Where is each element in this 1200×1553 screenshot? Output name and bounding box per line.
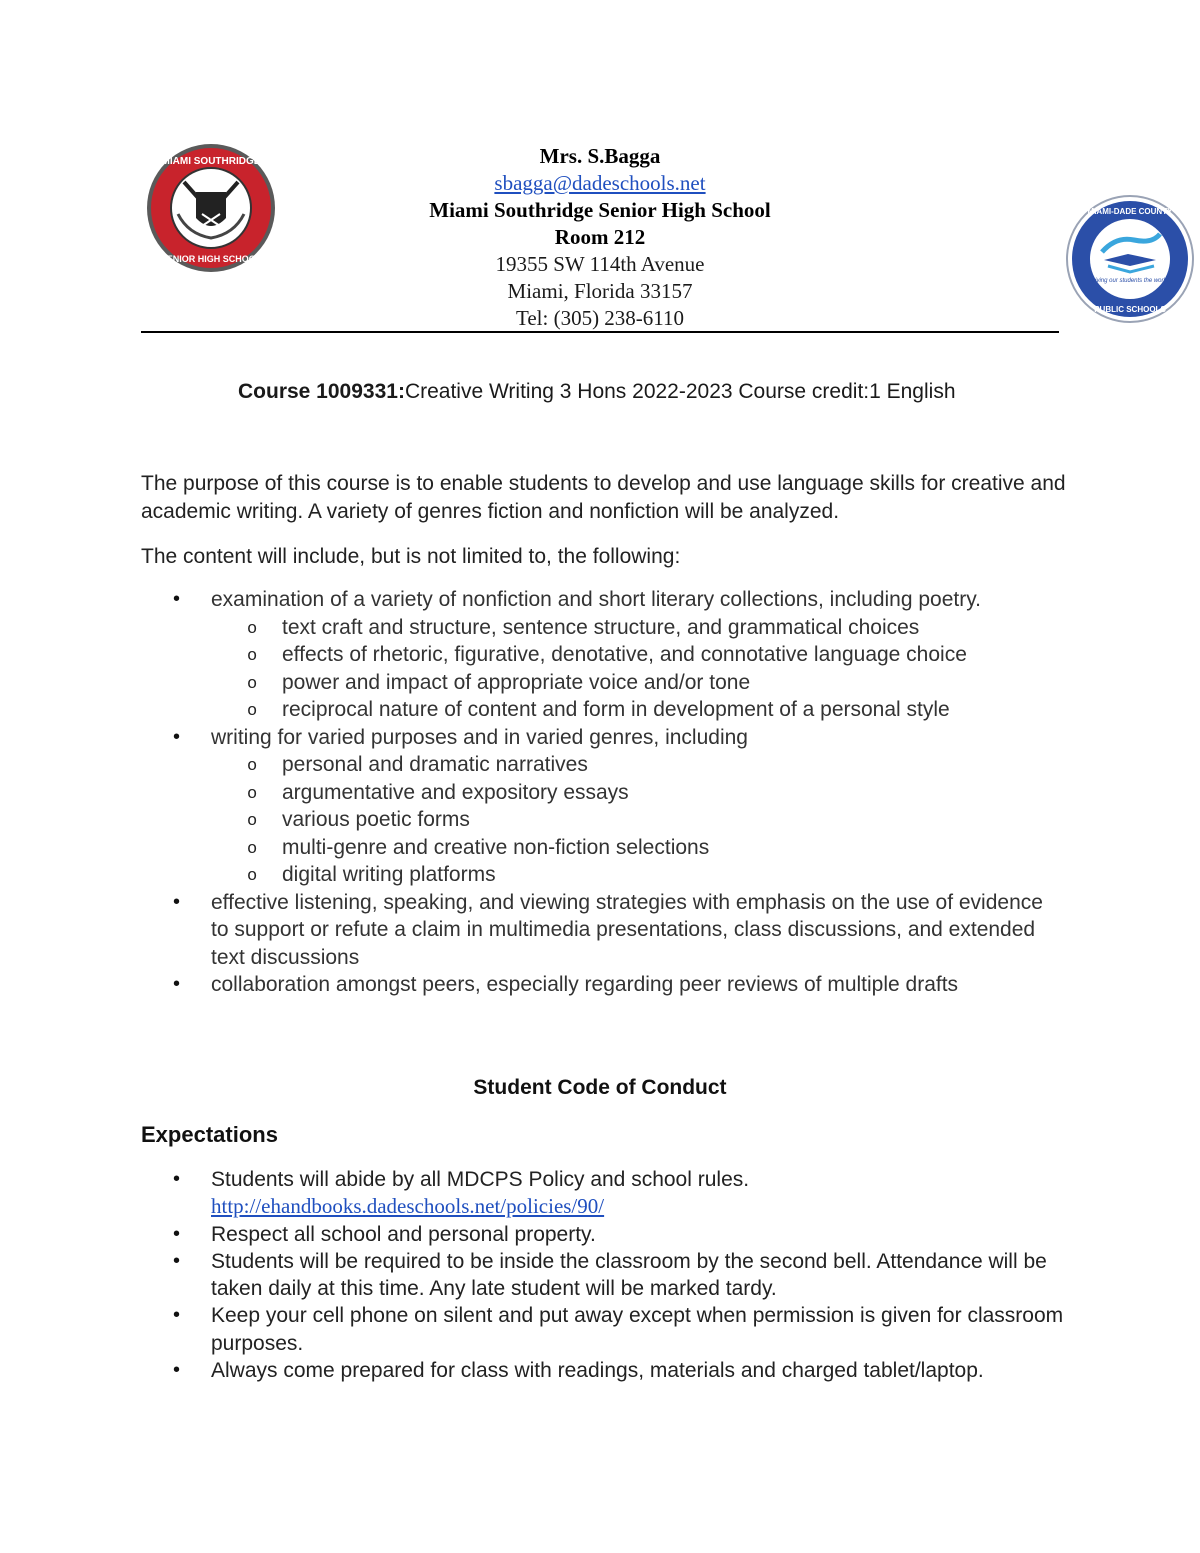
document-header bbox=[0, 0, 1200, 340]
list-item: • examination of a variety of nonfiction and short literary collections, including poetry. o text craft and structure, sentence structure, and grammatical choices o effects of rhetoric, figurative, denotative, and connotative language choice o power and impact of appropriate voice and/or tone o reciprocal nature of content and form in development of a personal style bbox=[141, 586, 1061, 724]
list-item: o text craft and structure, sentence structure, and grammatical choices bbox=[141, 614, 1061, 642]
list-item: o various poetic forms bbox=[141, 806, 1061, 834]
list-item: • writing for varied purposes and in varied genres, including o personal and dramatic narratives o argumentative and expository essays o various poetic forms o multi-genre and creative non-fiction selections o digital writing platforms bbox=[141, 724, 1061, 889]
phone-number: Tel: (305) 238-6110 bbox=[515, 306, 685, 330]
email-line bbox=[300, 170, 900, 197]
email-link[interactable]: sbagga@dadeschools.net bbox=[494, 171, 706, 195]
svg-text:PUBLIC SCHOOLS: PUBLIC SCHOOLS bbox=[1094, 305, 1166, 314]
list-item: • Students will be required to be inside the classroom by the second bell. Attendance will be taken daily at this time. Any late student will be marked tardy. bbox=[141, 1248, 1071, 1303]
svg-text:SENIOR HIGH SCHOOL: SENIOR HIGH SCHOOL bbox=[160, 254, 262, 264]
sub-list bbox=[211, 614, 1061, 724]
list-item: • Always come prepared for class with readings, materials and charged tablet/laptop. bbox=[141, 1357, 1071, 1384]
course-info bbox=[238, 380, 956, 404]
list-item: • collaboration amongst peers, especially regarding peer reviews of multiple drafts bbox=[141, 971, 1061, 999]
list-item: o personal and dramatic narratives bbox=[141, 751, 1061, 779]
sub-list bbox=[211, 751, 1061, 889]
teacher-name: Mrs. S.Bagga bbox=[539, 144, 661, 168]
conduct-heading: Student Code of Conduct bbox=[473, 1076, 727, 1099]
list-item: o effects of rhetoric, figurative, denotative, and connotative language choice bbox=[141, 641, 1061, 669]
room-number: Room 212 bbox=[554, 225, 646, 249]
school-name: Miami Southridge Senior High School bbox=[429, 198, 771, 222]
list-item: o power and impact of appropriate voice and/or tone bbox=[141, 669, 1061, 697]
content-intro: The content will include, but is not limited to, the following: bbox=[141, 545, 681, 568]
content-list bbox=[141, 586, 1061, 999]
expectations-heading: Expectations bbox=[141, 1122, 278, 1147]
svg-text:giving our students the world: giving our students the world bbox=[1091, 278, 1169, 284]
list-item: o digital writing platforms bbox=[141, 861, 1061, 889]
list-item: • Students will abide by all MDCPS Policy and school rules. http://ehandbooks.dadeschools.net/policies/90/ bbox=[141, 1166, 1071, 1221]
course-label: Course 1009331: bbox=[238, 380, 405, 403]
purpose-paragraph: The purpose of this course is to enable students to develop and use language skills for creative and academic writing. A variety of genres fiction and nonfiction will be analyzed. bbox=[141, 472, 1066, 523]
list-item: o multi-genre and creative non-fiction selections bbox=[141, 834, 1061, 862]
svg-text:MIAMI-DADE COUNTY: MIAMI-DADE COUNTY bbox=[1087, 207, 1173, 216]
school-crest-logo bbox=[144, 142, 278, 274]
city-address: Miami, Florida 33157 bbox=[507, 279, 693, 303]
list-item: • effective listening, speaking, and viewing strategies with emphasis on the use of evidence to support or refute a claim in multimedia presentations, class discussions, and extended text discussions bbox=[141, 889, 1061, 972]
district-seal-logo bbox=[1064, 194, 1196, 324]
list-item: o argumentative and expository essays bbox=[141, 779, 1061, 807]
policy-link[interactable]: http://ehandbooks.dadeschools.net/policies/90/ bbox=[211, 1194, 605, 1219]
list-item: • Keep your cell phone on silent and put away except when permission is given for classroom purposes. bbox=[141, 1302, 1071, 1357]
expectations-list bbox=[141, 1166, 1071, 1384]
header-divider bbox=[141, 331, 1059, 333]
street-address: 19355 SW 114th Avenue bbox=[495, 252, 705, 276]
list-item: o reciprocal nature of content and form in development of a personal style bbox=[141, 696, 1061, 724]
svg-text:MIAMI SOUTHRIDGE: MIAMI SOUTHRIDGE bbox=[161, 156, 261, 167]
list-item: • Respect all school and personal property. bbox=[141, 1221, 1071, 1248]
course-text: Creative Writing 3 Hons 2022-2023 Course credit:1 English bbox=[404, 380, 956, 403]
